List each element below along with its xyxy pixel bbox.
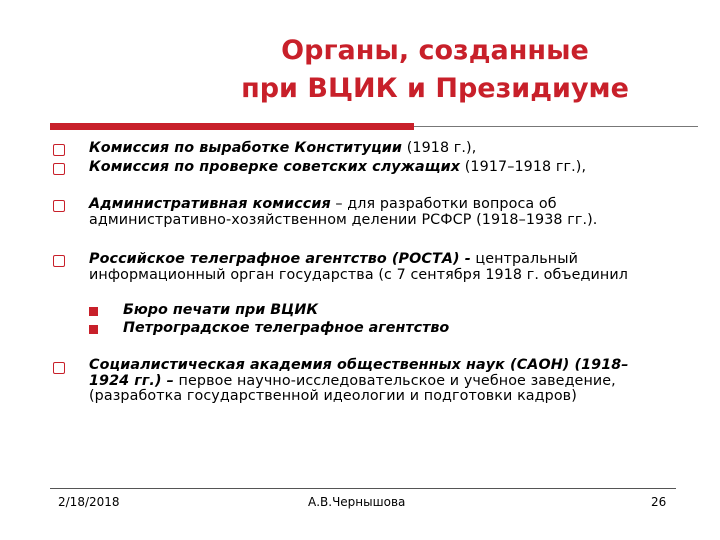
footer-author: А.В.Чернышова (308, 495, 406, 509)
item-heading: Российское телеграфное агентство (РОСТА) - (89, 251, 471, 267)
sub-list-item: Петроградское телеграфное агентство (123, 320, 450, 336)
filled-square-bullet-icon (89, 325, 98, 334)
list-item (89, 197, 649, 228)
title-line-1: Органы, созданные (281, 35, 589, 66)
hollow-square-bullet-icon (53, 163, 65, 175)
item-heading: Комиссия по проверке советских служащих (89, 159, 461, 175)
footer-page-number: 26 (651, 495, 667, 509)
item-detail: (1917–1918 гг.), (460, 159, 587, 175)
list-item (89, 252, 649, 283)
item-detail: – для разработки вопроса об административно-хозяйственном делении РСФСР (1918–1938 гг.). (89, 196, 598, 228)
title-line-2: при ВЦИК и Президиуме (241, 73, 629, 104)
hollow-square-bullet-icon (53, 144, 65, 156)
sub-list-item: Бюро печати при ВЦИК (123, 302, 319, 318)
filled-square-bullet-icon (89, 307, 98, 316)
item-heading: Административная комиссия (89, 196, 331, 212)
list-item (89, 141, 689, 157)
item-detail: первое научно-исследовательское и учебное заведение, (разработка государственной идеологии и подготовки кадров) (89, 372, 616, 404)
hollow-square-bullet-icon (53, 200, 65, 212)
page-title (150, 32, 720, 108)
divider-thin-line (414, 126, 698, 127)
hollow-square-bullet-icon (53, 255, 65, 267)
item-heading: Социалистическая академия общественных наук (САОН) (1918–1924 гг.) – (89, 357, 629, 389)
item-detail: центральный информационный орган государства (с 7 сентября 1918 г. объединил (89, 251, 628, 283)
hollow-square-bullet-icon (53, 362, 65, 374)
item-heading: Комиссия по выработке Конституции (89, 140, 403, 156)
footer-divider (50, 488, 676, 489)
divider-red-bar (50, 123, 414, 130)
item-detail: (1918 г.), (402, 140, 477, 156)
list-item (89, 358, 659, 405)
title-divider (50, 120, 698, 130)
list-item (89, 160, 689, 176)
footer-date: 2/18/2018 (58, 495, 120, 509)
